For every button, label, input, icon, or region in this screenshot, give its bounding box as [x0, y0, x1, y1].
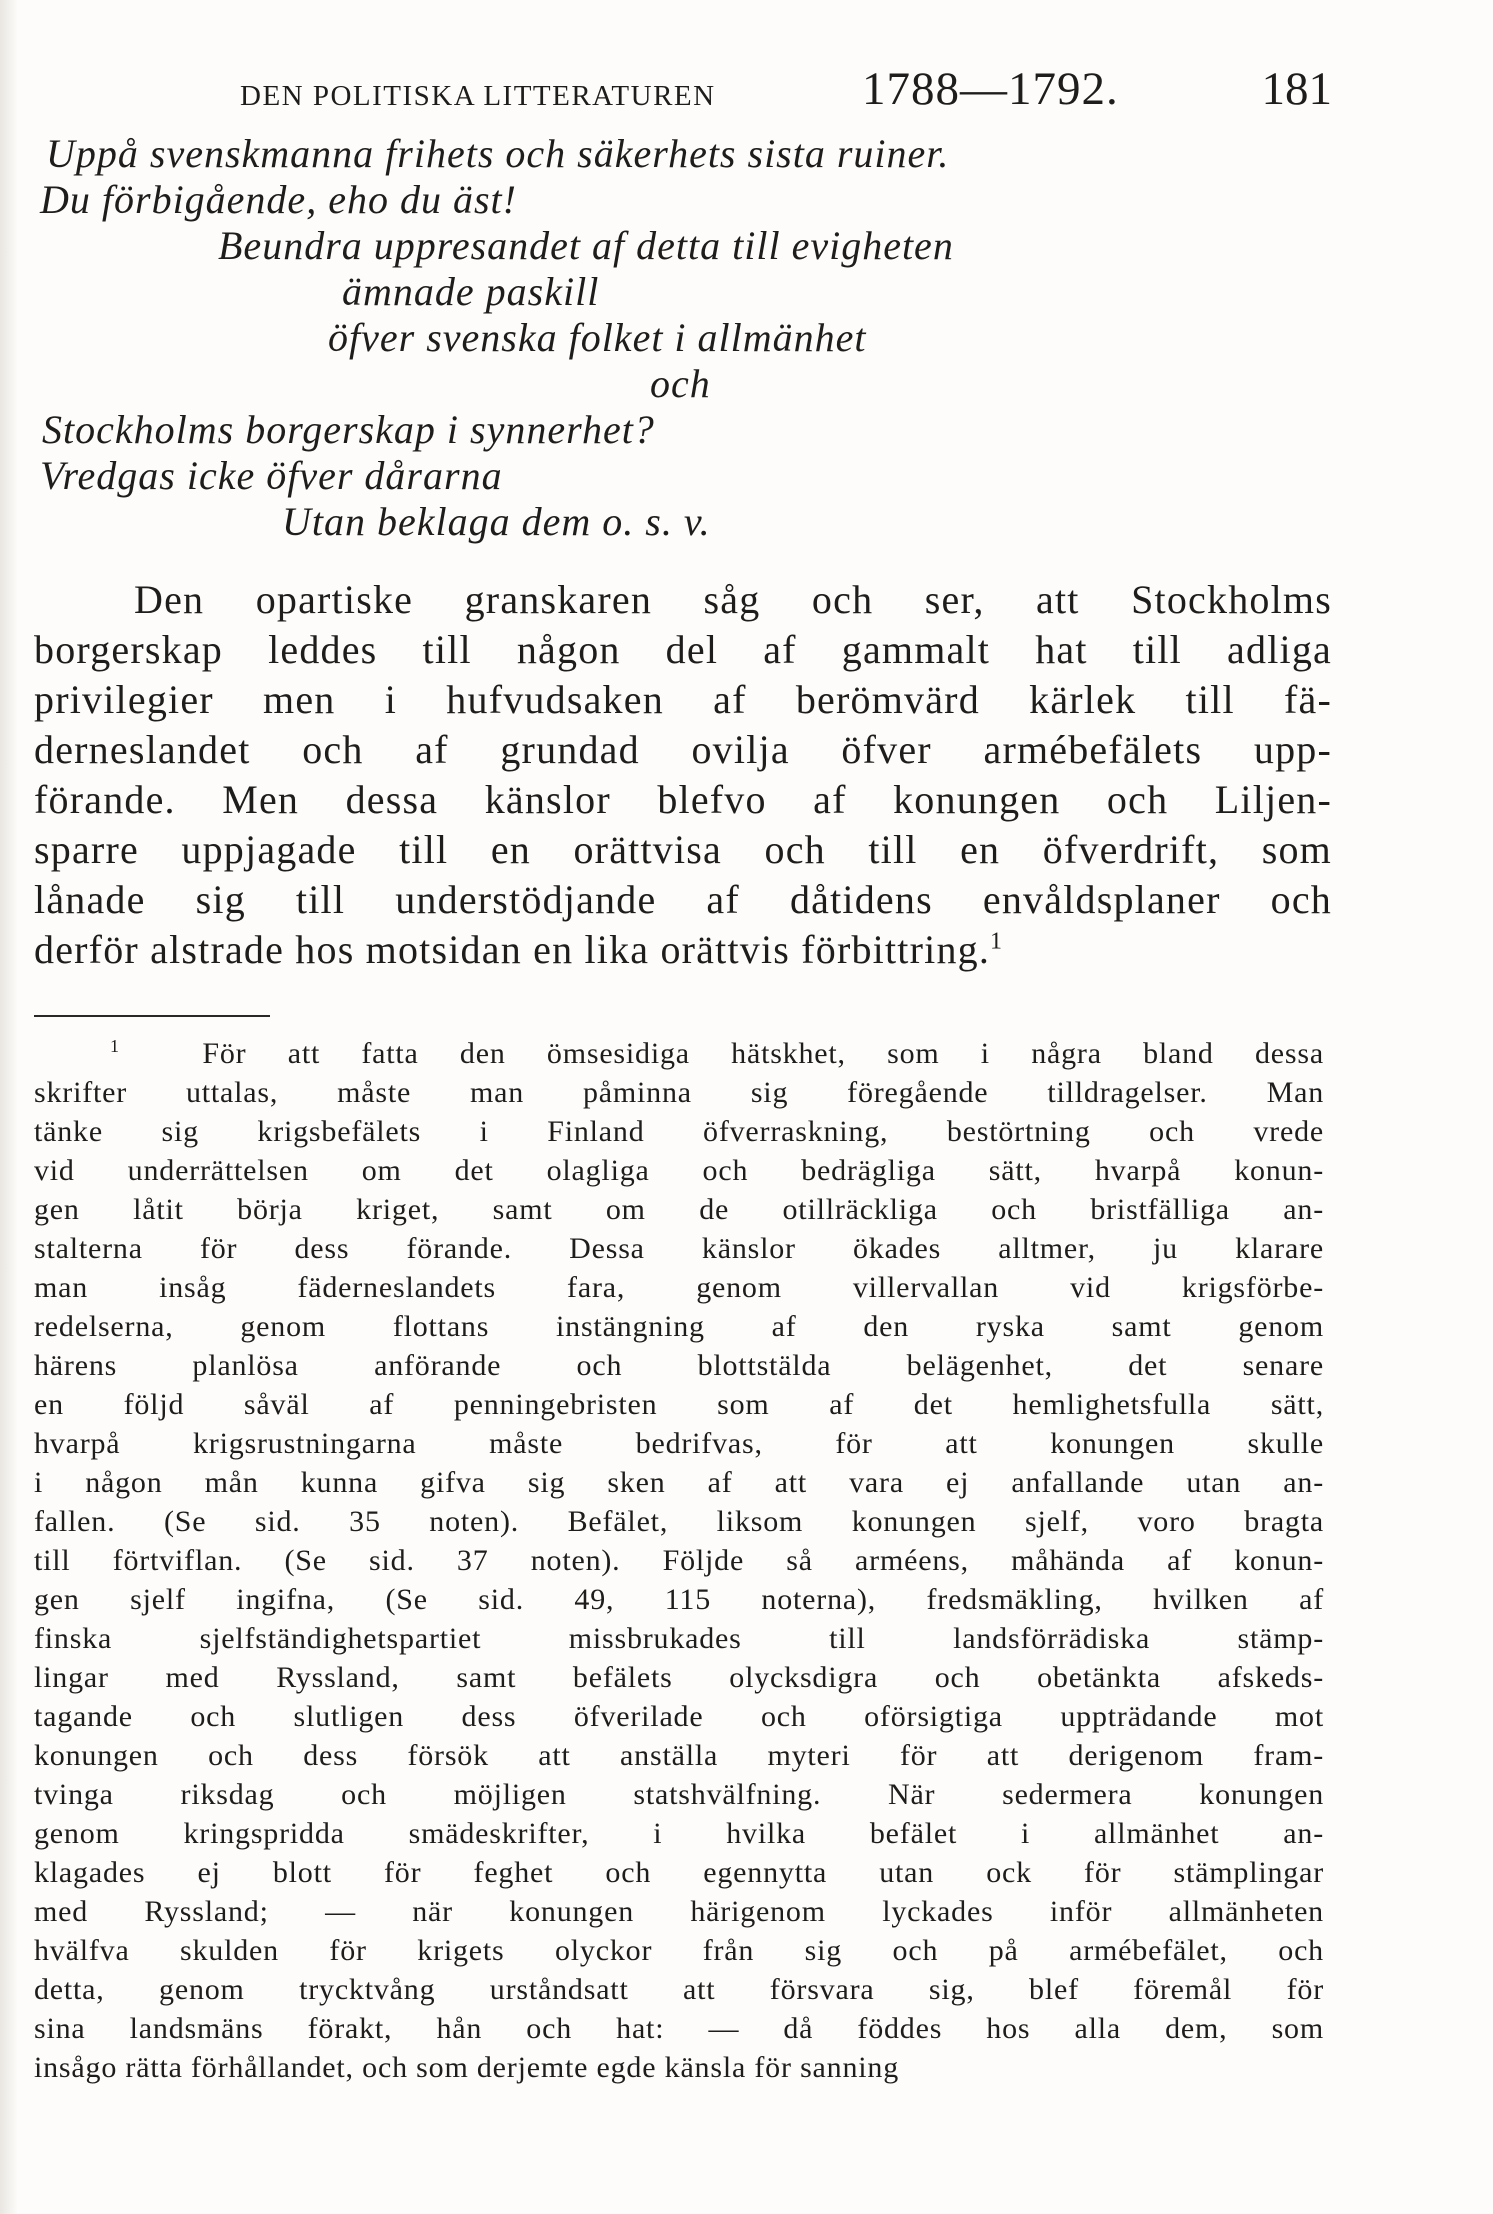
verse-line: Du förbigående, eho du äst! — [40, 177, 517, 222]
running-years: 1788—1792. — [862, 63, 1119, 115]
verse-line: Utan beklaga dem o. s. v. — [282, 499, 711, 544]
body-line: borgerskap leddes till någon del af gammalt hat till adliga — [34, 627, 1332, 672]
footnote-reference[interactable]: 1 — [990, 928, 1004, 955]
footnote-line: skrifter uttalas, måste man påminna sig föregående tilldragelser. Man — [34, 1076, 1324, 1109]
footnote-line: lingar med Ryssland, samt befälets olycksdigra och obetänkta afskeds- — [34, 1661, 1324, 1694]
footnote-line: vid underrättelsen om det olagliga och bedrägliga sätt, hvarpå konun- — [34, 1154, 1324, 1187]
footnote-line: gen låtit börja kriget, samt om de otillräckliga och bristfälliga an- — [34, 1193, 1324, 1226]
footnote-line: härens planlösa anförande och blottstälda belägenhet, det senare — [34, 1349, 1324, 1382]
footnote-line: hvarpå krigsrustningarna måste bedrifvas, för att konungen skulle — [34, 1427, 1324, 1460]
footnote-line: tvinga riksdag och möjligen statshvälfning. När sedermera konungen — [34, 1778, 1324, 1811]
body-line-text: derför alstrade hos motsidan en lika orättvis förbittring. — [34, 927, 991, 972]
footnote-line: fallen. (Se sid. 35 noten). Befälet, liksom konungen sjelf, voro bragta — [34, 1505, 1324, 1538]
footnote-line: med Ryssland; — när konungen härigenom lyckades inför allmänheten — [34, 1895, 1324, 1928]
footnote-line-text: För att fatta den ömsesidiga hätskhet, som i några bland dessa — [202, 1037, 1324, 1070]
running-header — [240, 62, 1332, 122]
footnote-line: tagande och slutligen dess öfverilade och oförsigtiga uppträdande mot — [34, 1700, 1324, 1733]
footnote-line: till förtviflan. (Se sid. 37 noten). Följde så arméens, måhända af konun- — [34, 1544, 1324, 1577]
footnote-line: konungen och dess försök att anställa myteri för att derigenom fram- — [34, 1739, 1324, 1772]
footnote-line: redelserna, genom flottans instängning af den ryska samt genom — [34, 1310, 1324, 1343]
footnote-line: gen sjelf ingifna, (Se sid. 49, 115 noterna), fredsmäkling, hvilken af — [34, 1583, 1324, 1616]
page-edge-shadow — [0, 0, 18, 2214]
verse-line: ämnade paskill — [342, 269, 600, 314]
footnote-line: hvälfva skulden för krigets olyckor från sig och på armébefälet, och — [34, 1934, 1324, 1967]
body-line: privilegier men i hufvudsaken af berömvärd kärlek till fä- — [34, 677, 1332, 722]
running-title: DEN POLITISKA LITTERATUREN — [240, 80, 716, 112]
footnote-line: genom kringspridda smädeskrifter, i hvilka befälet i allmänhet an- — [34, 1817, 1324, 1850]
footnote-line: i någon mån kunna gifva sig sken af att vara ej anfallande utan an- — [34, 1466, 1324, 1499]
footnote-line: klagades ej blott för feghet och egennytta utan ock för stämplingar — [34, 1856, 1324, 1889]
footnote-line: detta, genom trycktvång urståndsatt att försvara sig, blef föremål för — [34, 1973, 1324, 2006]
verse-line: öfver svenska folket i allmänhet — [328, 315, 867, 360]
page-number: 181 — [1261, 63, 1332, 115]
footnote-line-first — [34, 1034, 1324, 1073]
verse-line: Vredgas icke öfver dårarna — [40, 453, 503, 498]
body-line: förande. Men dessa känslor blefvo af konungen och Liljen- — [34, 777, 1332, 822]
footnote-line-last: insågo rätta förhållandet, och som derjemte egde känsla för sanning — [34, 2051, 899, 2084]
footnote-line: sina landsmäns förakt, hån och hat: — då föddes hos alla dem, som — [34, 2012, 1324, 2045]
footnote-line: en följd såväl af penningebristen som af det hemlighetsfulla sätt, — [34, 1388, 1324, 1421]
body-line: lånade sig till understödjande af dåtidens envåldsplaner och — [34, 877, 1332, 922]
verse-line: Uppå svenskmanna frihets och säkerhets sista ruiner. — [46, 131, 950, 176]
footnote-line: stalterna för dess förande. Dessa känslor ökades alltmer, ju klarare — [34, 1232, 1324, 1265]
verse-line: och — [650, 361, 711, 406]
footnote-marker: 1 — [110, 1036, 120, 1056]
footnote-line: man insåg fäderneslandets fara, genom villervallan vid krigsförbe- — [34, 1271, 1324, 1304]
body-line: derneslandet och af grundad ovilja öfver armébefälets upp- — [34, 727, 1332, 772]
body-line-last — [34, 925, 1332, 975]
body-line: sparre uppjagade till en orättvisa och till en öfverdrift, som — [34, 827, 1332, 872]
footnote-line: tänke sig krigsbefälets i Finland öfverraskning, bestörtning och vrede — [34, 1115, 1324, 1148]
footnote-line: finska sjelfständighetspartiet missbrukades till landsförrädiska stämp- — [34, 1622, 1324, 1655]
footnote-divider — [34, 1015, 270, 1017]
verse-line: Beundra uppresandet af detta till evigheten — [218, 223, 954, 268]
verse-line: Stockholms borgerskap i synnerhet? — [42, 407, 655, 452]
body-line: Den opartiske granskaren såg och ser, att Stockholms — [134, 577, 1332, 622]
